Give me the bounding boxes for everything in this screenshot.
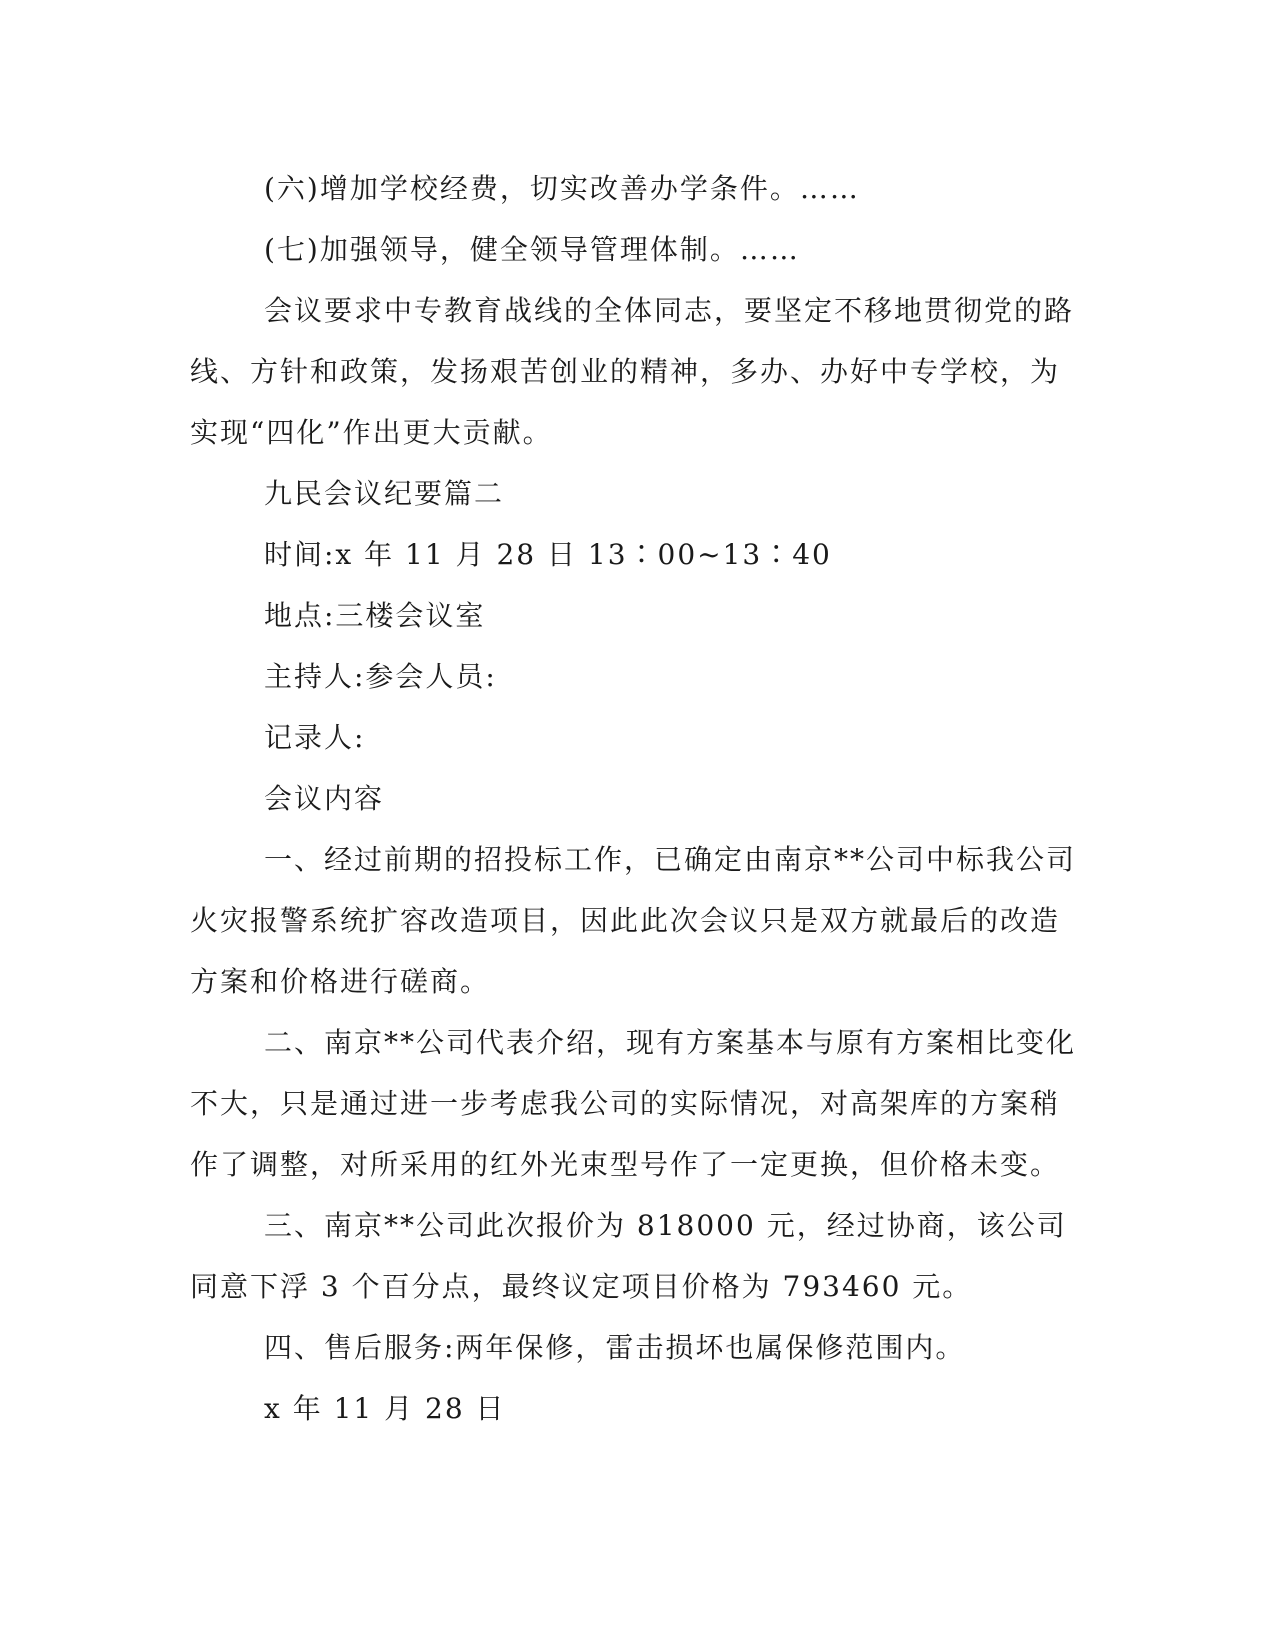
meeting-time: 时间:x 年 11 月 28 日 13∶00~13∶40 [264, 538, 832, 571]
section-heading: 九民会议纪要篇二 [264, 477, 505, 510]
paragraph-item-7: (七)加强领导，健全领导管理体制。…… [264, 233, 800, 266]
paragraph-meeting-requirement: 会议要求中专教育战线的全体同志，要坚定不移地贯彻党的路线、方针和政策，发扬艰苦创业的精神，多办、办好中专学校，为实现“四化”作出更大贡献。 [190, 294, 1075, 449]
paragraph-point-4: 四、售后服务:两年保修，雷击损坏也属保修范围内。 [264, 1331, 966, 1364]
paragraph-point-2: 二、南京**公司代表介绍，现有方案基本与原有方案相比变化不大，只是通过进一步考虑我公司的实际情况，对高架库的方案稍作了调整，对所采用的红外光束型号作了一定更换，但价格未变。 [190, 1026, 1077, 1181]
meeting-host-attendees: 主持人:参会人员: [264, 660, 497, 693]
paragraph-point-3: 三、南京**公司此次报价为 818000 元，经过协商，该公司同意下浮 3 个百分点，最终议定项目价格为 793460 元。 [190, 1209, 1067, 1303]
meeting-content-heading: 会议内容 [264, 782, 385, 815]
paragraph-item-6: (六)增加学校经费，切实改善办学条件。…… [264, 172, 860, 205]
document-body [190, 158, 1080, 1439]
document-date: x 年 11 月 28 日 [264, 1392, 506, 1425]
meeting-recorder: 记录人: [264, 721, 366, 754]
meeting-location: 地点:三楼会议室 [264, 599, 486, 632]
paragraph-point-1: 一、经过前期的招投标工作，已确定由南京**公司中标我公司火灾报警系统扩容改造项目，因此此次会议只是双方就最后的改造方案和价格进行磋商。 [190, 843, 1077, 998]
